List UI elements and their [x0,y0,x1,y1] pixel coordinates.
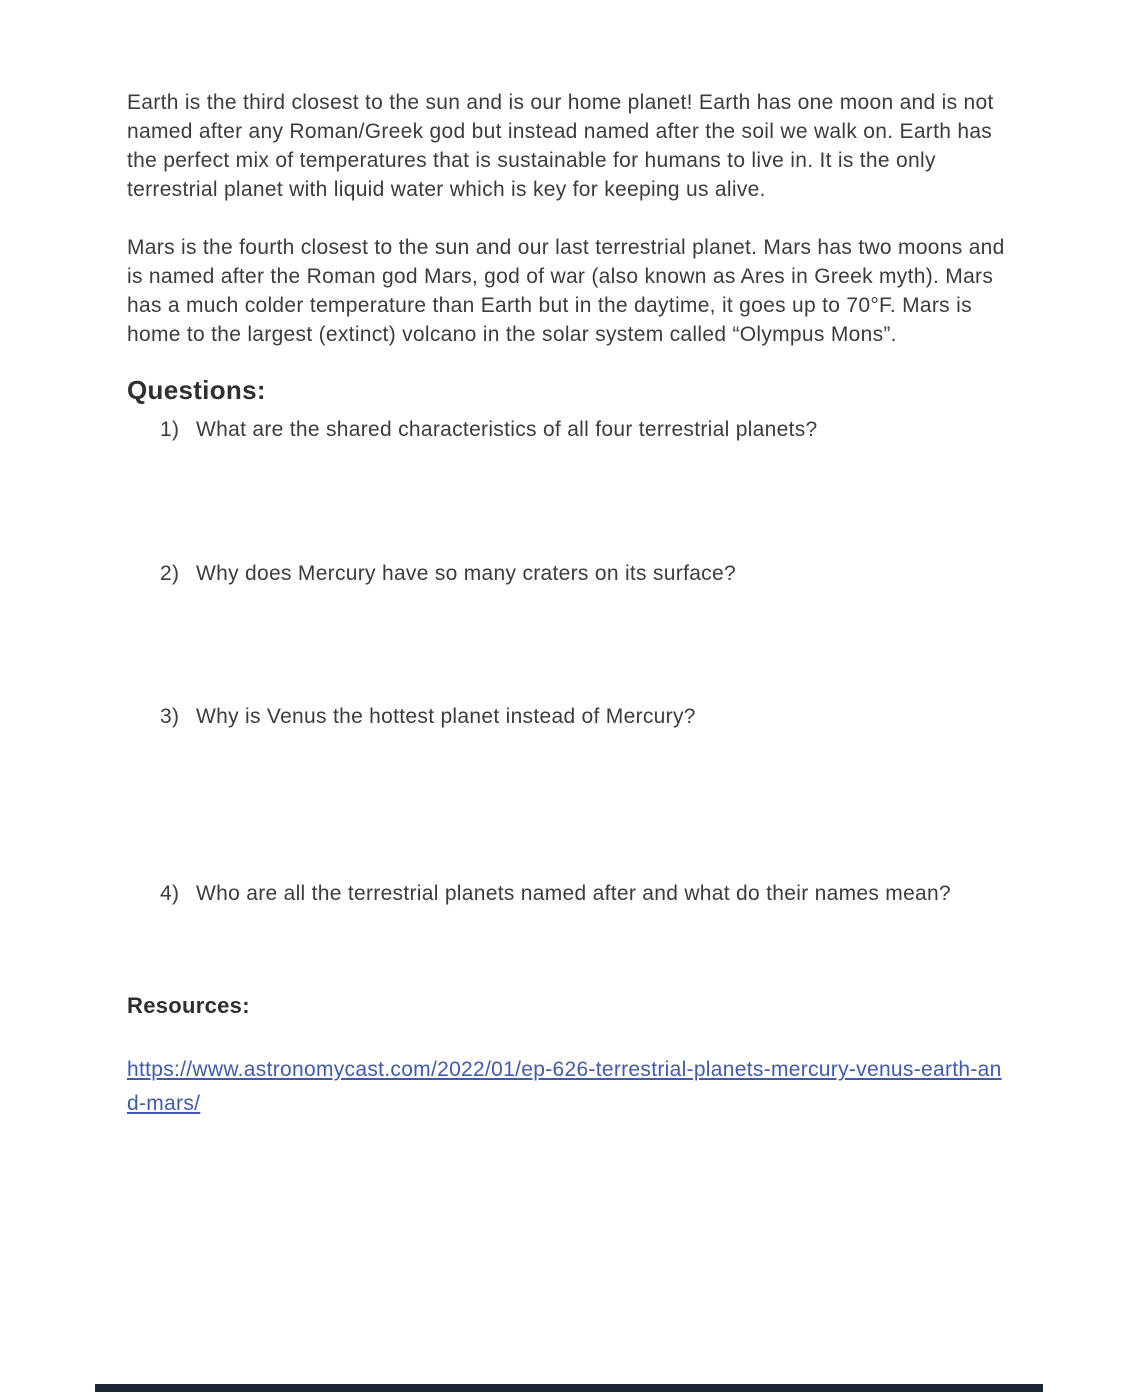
question-item-1 [127,415,1005,445]
question-item-3 [127,702,1005,732]
questions-heading: Questions: [127,375,266,405]
question-number: 2) [160,562,180,585]
document-content [127,88,1005,1121]
question-number: 4) [160,882,180,905]
question-text: What are the shared characteristics of all four terrestrial planets? [196,418,818,441]
question-number: 3) [160,705,180,728]
questions-list [127,415,1005,909]
resource-link[interactable]: https://www.astronomycast.com/2022/01/ep-626-terrestrial-planets-mercury-venus-earth-and-mars/ [127,1058,1002,1115]
paragraph-mars: Mars is the fourth closest to the sun and our last terrestrial planet. Mars has two moons and is named after the Roman god Mars, god of war (also known as Ares in Greek myth). Mars has a much colder temperature than Earth but in the daytime, it goes up to 70°F. Mars is home to the largest (extinct) volcano in the solar system called “Olympus Mons”. [127,236,1005,346]
question-number: 1) [160,418,180,441]
question-item-4 [127,879,1005,909]
resources-heading: Resources: [127,993,250,1018]
resource-link-container [127,1053,1005,1121]
question-item-2 [127,559,1005,589]
question-text: Who are all the terrestrial planets named after and what do their names mean? [196,882,951,905]
question-text: Why is Venus the hottest planet instead of Mercury? [196,705,696,728]
paragraph-earth: Earth is the third closest to the sun and is our home planet! Earth has one moon and is not named after any Roman/Greek god but instead named after the soil we walk on. Earth has the perfect mix of temperatures that is sustainable for humans to live in. It is the only terrestrial planet with liquid water which is key for keeping us alive. [127,91,994,201]
question-text: Why does Mercury have so many craters on its surface? [196,562,736,585]
page-bottom-bar [95,1384,1043,1392]
